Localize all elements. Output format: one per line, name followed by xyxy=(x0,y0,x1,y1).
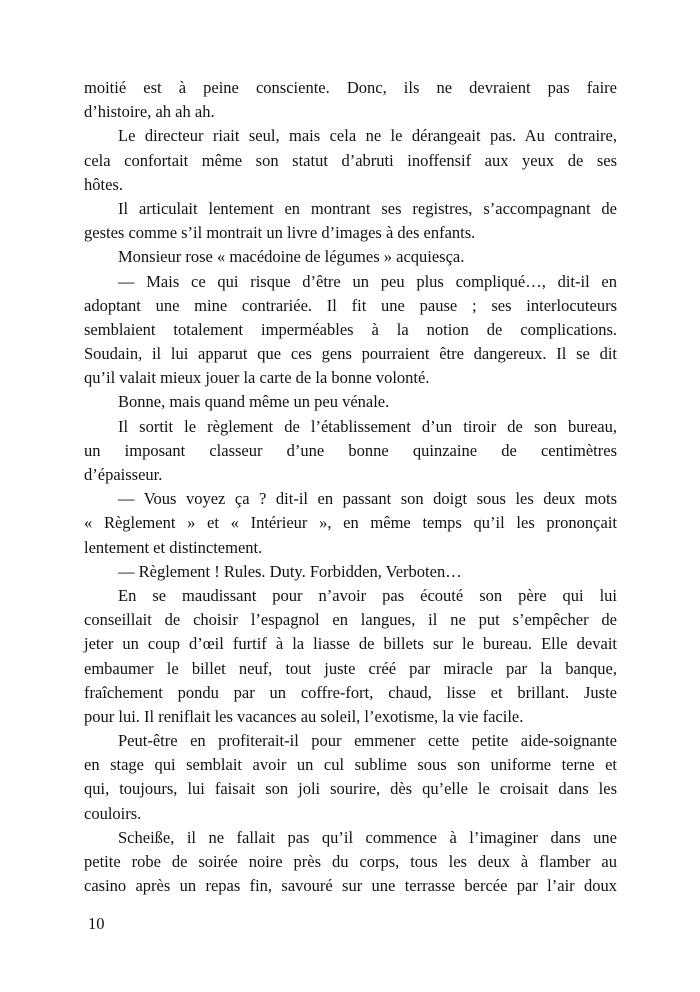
text-line: gestes comme s’il montrait un livre d’images à des enfants. xyxy=(84,223,476,243)
page-text xyxy=(84,76,617,898)
text-line: pour lui. Il reniflait les vacances au soleil, l’exotisme, la vie facile. xyxy=(84,706,524,726)
text-line: Il articulait lentement en montrant ses registres, s’accompagnant de xyxy=(118,198,617,218)
text-line: embaumer le billet neuf, tout juste créé par miracle par la banque, xyxy=(84,658,617,678)
text-line: d’épaisseur. xyxy=(84,465,163,484)
text-line: jeter un coup d’œil furtif à la liasse de billets sur le bureau. Elle devait xyxy=(84,634,617,654)
text-line: — Règlement ! Rules. Duty. Forbidden, Verboten… xyxy=(118,561,462,581)
text-line: hôtes. xyxy=(84,174,123,194)
text-line: — Mais ce qui risque d’être un peu plus compliqué…, dit-il en xyxy=(118,271,617,291)
text-line: Le directeur riait seul, mais cela ne le dérangeait pas. Au contraire, xyxy=(118,126,617,146)
text-line: fraîchement pondu par un coffre-fort, chaud, lisse et brillant. Juste xyxy=(84,682,617,702)
text-line: qui, toujours, lui faisait son joli sourire, dès qu’elle le croisait dans les xyxy=(84,779,617,799)
page-number: 10 xyxy=(88,914,105,933)
text-line: un imposant classeur d’une bonne quinzaine de centimètres xyxy=(84,440,617,460)
text-line: semblaient totalement imperméables à la notion de complications. xyxy=(84,319,617,339)
text-line: — Vous voyez ça ? dit-il en passant son doigt sous les deux mots xyxy=(118,489,617,509)
text-line: lentement et distinctement. xyxy=(84,537,263,557)
text-line: moitié est à peine consciente. Donc, ils ne devraient pas faire xyxy=(84,78,617,97)
text-line: casino après un repas fin, savouré sur une terrasse bercée par l’air doux xyxy=(84,876,617,896)
text-line: cela confortait même son statut d’abruti inoffensif aux yeux de ses xyxy=(84,150,617,170)
text-line: En se maudissant pour n’avoir pas écouté son père qui lui xyxy=(118,585,617,605)
text-line: petite robe de soirée noire près du corps, tous les deux à flamber au xyxy=(84,852,617,871)
text-line: adoptant une mine contrariée. Il fit une pause ; ses interlocuteurs xyxy=(84,295,617,315)
text-line: en stage qui semblait avoir un cul sublime sous son uniforme terne et xyxy=(84,755,617,775)
text-line: Peut-être en profiterait-il pour emmener cette petite aide-soignante xyxy=(118,731,617,751)
text-line: qu’il valait mieux jouer la carte de la bonne volonté. xyxy=(84,368,430,388)
text-line: Bonne, mais quand même un peu vénale. xyxy=(118,392,390,412)
text-line: d’histoire, ah ah ah. xyxy=(84,102,215,122)
text-line: conseillait de choisir l’espagnol en langues, il ne put s’empêcher de xyxy=(84,610,617,630)
text-line: Scheiße, il ne fallait pas qu’il commence à l’imaginer dans une xyxy=(118,827,617,847)
text-line: Il sortit le règlement de l’établissement d’un tiroir de son bureau, xyxy=(118,416,617,436)
text-line: « Règlement » et « Intérieur », en même temps qu’il les prononçait xyxy=(84,513,617,533)
text-line: Monsieur rose « macédoine de légumes » acquiesça. xyxy=(118,247,465,267)
text-line: Soudain, il lui apparut que ces gens pourraient être dangereux. Il se dit xyxy=(84,344,617,364)
text-line: couloirs. xyxy=(84,803,142,823)
